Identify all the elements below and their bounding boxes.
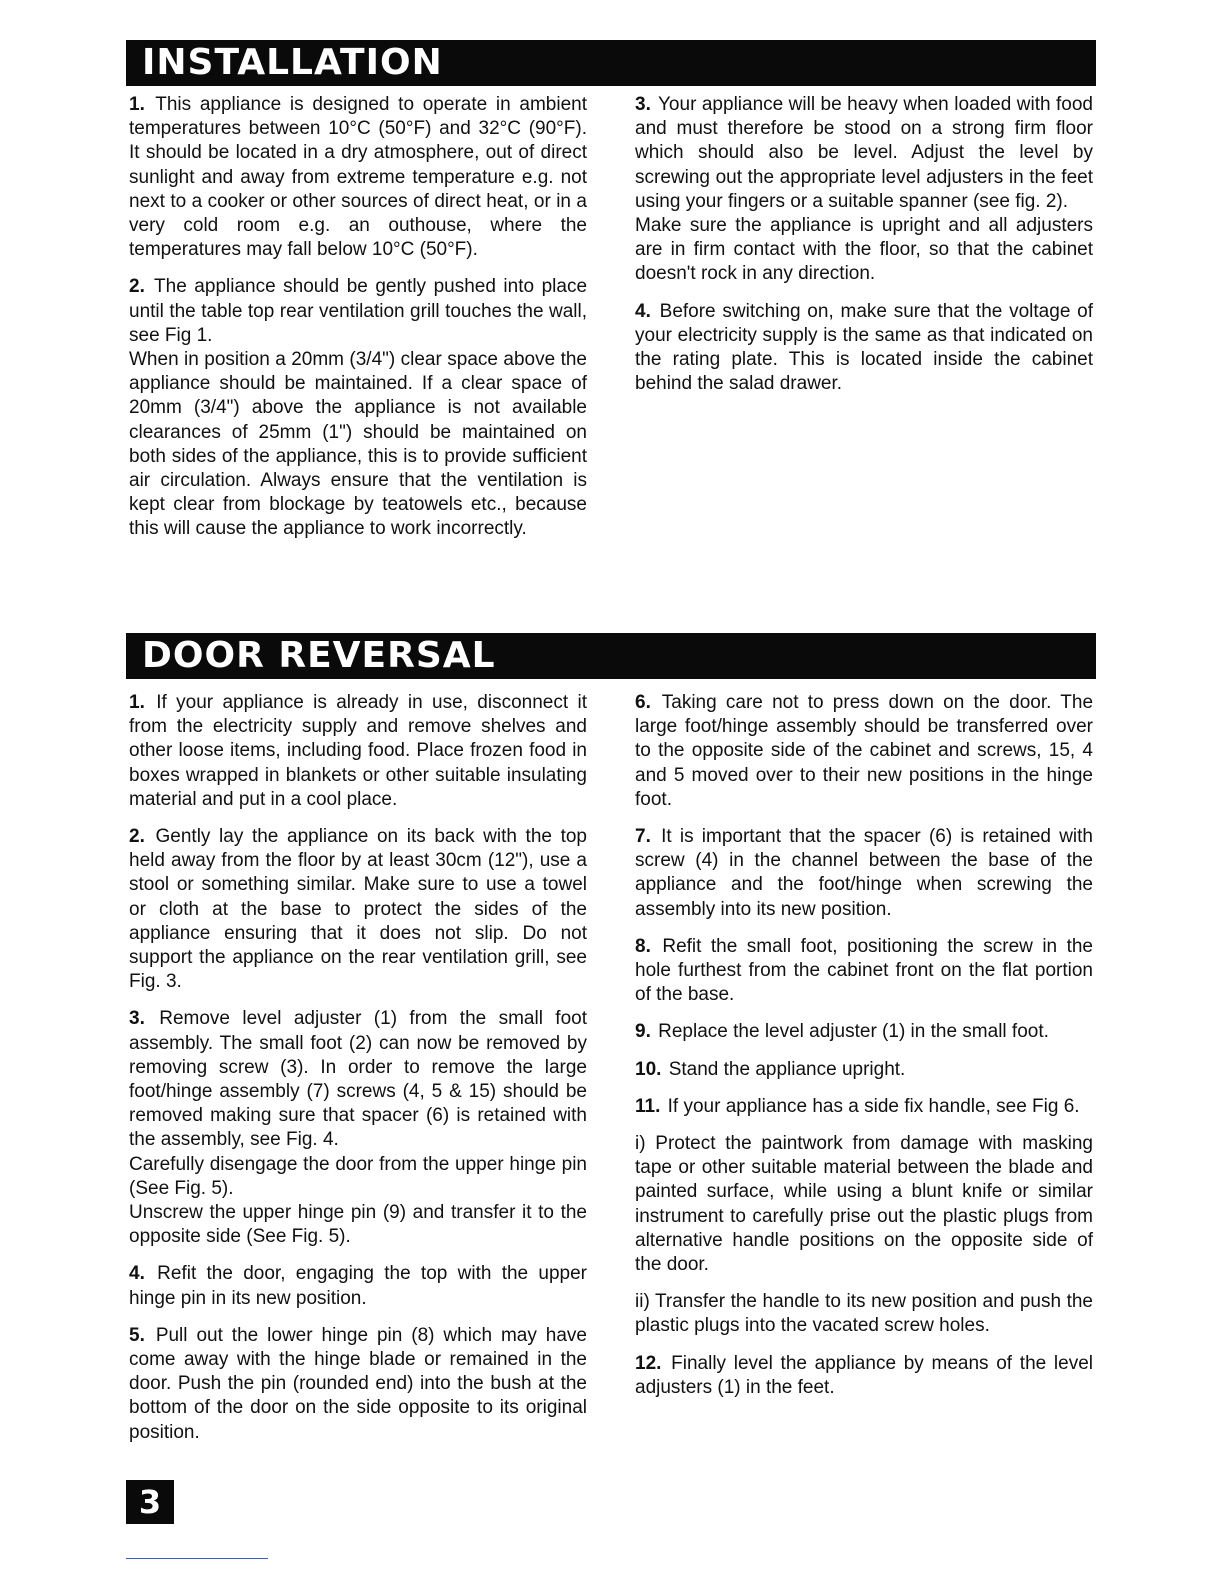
numbered-step — [129, 1262, 587, 1310]
step-number: 4. — [635, 300, 651, 322]
step-text: This appliance is designed to operate in ambient temperatures between 10°C (50°F) and 32°C (90°F). It should be located in a dry atmosphere, out of direct sunlight and away from extreme temperature e.g. not next to a cooker or other sources of direct heat, or in a very cold room e.g. an outhouse, where the temperatures may fall below 10°C (50°F). — [129, 94, 587, 261]
step-text: Stand the appliance upright. — [668, 1058, 906, 1080]
numbered-step — [635, 691, 1093, 812]
step-number: 2. — [129, 276, 145, 298]
step-text: Refit the door, engaging the top with the upper hinge pin in its new position. — [129, 1263, 588, 1309]
step-number: 7. — [635, 826, 651, 848]
step-number: 2. — [129, 826, 145, 848]
numbered-step — [635, 1352, 1093, 1400]
footer-rule — [126, 1558, 268, 1559]
numbered-step — [635, 825, 1093, 922]
numbered-step — [129, 1324, 587, 1445]
step-number: 1. — [129, 94, 145, 115]
step-text: When in position a 20mm (3/4") clear space above the appliance should be maintained. If a clear space of 20mm (3/4") above the appliance is not available clearances of 25mm (1") should be maintained on both sides of the appliance, this is to provide sufficient air circulation. Always ensure that the ventilation is kept clear from blockage by teatowels etc., because this will cause the appliance to work incorrectly. — [129, 349, 587, 540]
step-text: If your appliance is already in use, disconnect it from the electricity supply and remove shelves and other loose items, including food. Place frozen food in boxes wrapped in blankets or other suitable insulating material and put in a cool place. — [129, 692, 587, 810]
installation-banner — [126, 40, 1096, 86]
numbered-step — [129, 275, 587, 348]
numbered-step — [635, 1058, 1093, 1082]
numbered-step — [635, 300, 1093, 397]
numbered-step — [129, 1007, 587, 1152]
step-continuation — [635, 214, 1093, 287]
step-text: Pull out the lower hinge pin (8) which may have come away with the hinge blade or remained in the door. Push the pin (rounded end) into the bush at the bottom of the door on the side opposite to its original position. — [129, 1324, 588, 1443]
step-text: Gently lay the appliance on its back with the top held away from the floor by at least 30cm (12"), use a stool or something similar. Make sure to use a towel or cloth at the base to protect the sides of the appliance ensuring that it does not slip. Do not support the appliance on the rear ventilation grill, see Fig. 3. — [129, 826, 587, 993]
numbered-step — [635, 1020, 1093, 1044]
step-number: 9. — [635, 1021, 651, 1043]
installation-left-column — [129, 93, 587, 555]
door-reversal-left-column — [129, 691, 587, 1458]
numbered-step — [635, 1095, 1093, 1119]
step-number: 10. — [635, 1058, 662, 1080]
step-number: 4. — [129, 1263, 145, 1285]
page-number: 3 — [126, 1480, 174, 1524]
numbered-step — [635, 935, 1093, 1008]
numbered-step — [129, 691, 587, 812]
step-continuation — [129, 1201, 587, 1249]
step-text: The appliance should be gently pushed into place until the table top rear ventilation grill touches the wall, see Fig 1. — [129, 276, 588, 346]
step-number: 6. — [635, 692, 651, 713]
step-number: 11. — [635, 1095, 661, 1117]
sub-step: ii) Transfer the handle to its new position and push the plastic plugs into the vacated screw holes. — [635, 1291, 1093, 1337]
step-text: Finally level the appliance by means of the level adjusters (1) in the feet. — [635, 1352, 1093, 1398]
door-reversal-banner — [126, 633, 1096, 679]
installation-right-column — [635, 93, 1093, 409]
step-number: 5. — [129, 1324, 145, 1346]
door-reversal-title: DOOR REVERSAL — [142, 635, 496, 676]
step-text: Taking care not to press down on the door. The large foot/hinge assembly should be transferred over to the opposite side of the cabinet and screws, 15, 4 and 5 moved over to their new positions in the hinge foot. — [635, 692, 1094, 810]
numbered-step — [635, 93, 1093, 214]
step-number: 8. — [635, 935, 651, 957]
step-text: Unscrew the upper hinge pin (9) and transfer it to the opposite side (See Fig. 5). — [129, 1202, 587, 1248]
step-text: Refit the small foot, positioning the screw in the hole furthest from the cabinet front on the flat portion of the base. — [635, 935, 1094, 1006]
step-text: Remove level adjuster (1) from the small foot assembly. The small foot (2) can now be removed by removing screw (3). In order to remove the large foot/hinge assembly (7) screws (4, 5 & 15) should be removed making sure that spacer (6) is retained with the assembly, see Fig. 4. — [129, 1008, 587, 1151]
sub-step: i) Protect the paintwork from damage with masking tape or other suitable material between the blade and painted surface, while using a blunt knife or similar instrument to carefully prise out the plastic plugs from alternative handle positions on the opposite side of the door. — [635, 1133, 1093, 1276]
numbered-step — [129, 825, 587, 994]
numbered-step — [129, 93, 587, 262]
step-text: It is important that the spacer (6) is retained with screw (4) in the channel between the base of the appliance and the foot/hinge when screwing the assembly into its new position. — [635, 826, 1094, 920]
step-text: Before switching on, make sure that the voltage of your electricity supply is the same as that indicated on the rating plate. This is located inside the cabinet behind the salad drawer. — [635, 300, 1094, 395]
step-text: Make sure the appliance is upright and all adjusters are in firm contact with the floor, so that the cabinet doesn't rock in any direction. — [635, 215, 1093, 285]
door-reversal-right-column — [635, 691, 1093, 1413]
step-number: 1. — [129, 692, 145, 713]
step-number: 3. — [635, 94, 651, 115]
step-text: If your appliance has a side fix handle, see Fig 6. — [667, 1095, 1080, 1117]
step-text: Your appliance will be heavy when loaded with food and must therefore be stood on a strong firm floor which should also be level. Adjust the level by screwing out the appropriate level adjusters in the feet using your fingers or a suitable spanner (see fig. 2). — [635, 94, 1093, 212]
step-number: 3. — [129, 1008, 145, 1030]
step-continuation — [129, 1153, 587, 1201]
step-text: Replace the level adjuster (1) in the small foot. — [658, 1021, 1049, 1043]
installation-title: INSTALLATION — [142, 42, 443, 83]
step-continuation — [129, 348, 587, 542]
step-number: 12. — [635, 1352, 662, 1374]
step-text: Carefully disengage the door from the upper hinge pin (See Fig. 5). — [129, 1153, 587, 1199]
